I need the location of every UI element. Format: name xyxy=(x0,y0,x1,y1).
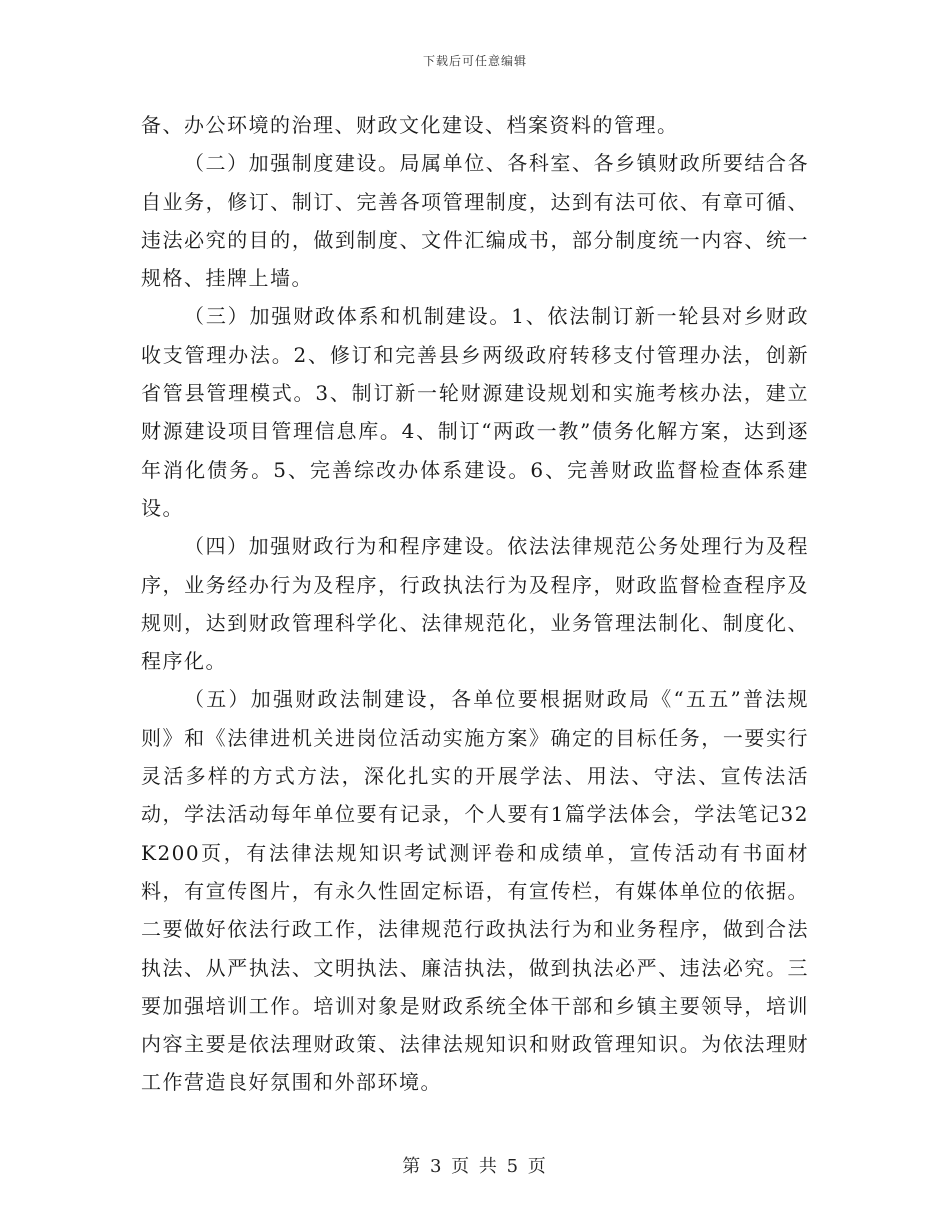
paragraph-section-2: （二）加强制度建设。局属单位、各科室、各乡镇财政所要结合各自业务，修订、制订、完善各项管理制度，达到有法可依、有章可循、违法必究的目的，做到制度、文件汇编成书，部分制度统一内容、统一规格、挂牌上墙。 xyxy=(141,151,809,291)
page-footer: 第 3 页 共 5 页 xyxy=(402,1156,548,1177)
paragraph-section-3: （三）加强财政体系和机制建设。1、依法制订新一轮县对乡财政收支管理办法。2、修订和完善县乡两级政府转移支付管理办法，创新省管县管理模式。3、制订新一轮财源建设规划和实施考核办法，建立财源建设项目管理信息库。4、制订“两政一教”债务化解方案，达到逐年消化债务。5、完善综改办体系建设。6、完善财政监督检查体系建设。 xyxy=(141,304,809,520)
paragraph-section-5: （五）加强财政法制建设，各单位要根据财政局《“五五”普法规则》和《法律进机关进岗位活动实施方案》确定的目标任务，一要实行灵活多样的方式方法，深化扎实的开展学法、用法、守法、宣传法活动，学法活动每年单位要有记录，个人要有1篇学法体会，学法笔记32K200页，有法律法规知识考试测评卷和成绩单，宣传活动有书面材料，有宣传图片，有永久性固定标语，有宣传栏，有媒体单位的依据。二要做好依法行政工作，法律规范行政执法行为和业务程序，做到合法执法、从严执法、文明执法、廉洁执法，做到执法必严、违法必究。三要加强培训工作。培训对象是财政系统全体干部和乡镇主要领导，培训内容主要是依法理财政策、法律法规知识和财政管理知识。为依法理财工作营造良好氛围和外部环境。 xyxy=(141,687,809,1095)
page-header: 下载后可任意编辑 xyxy=(422,54,527,68)
document-body xyxy=(141,106,809,1102)
paragraph-section-4: （四）加强财政行为和程序建设。依法法律规范公务处理行为及程序，业务经办行为及程序，行政执法行为及程序，财政监督检查程序及规则，达到财政管理科学化、法律规范化，业务管理法制化、制度化、程序化。 xyxy=(141,534,809,674)
paragraph-continuation: 备、办公环境的治理、财政文化建设、档案资料的管理。 xyxy=(141,113,679,137)
